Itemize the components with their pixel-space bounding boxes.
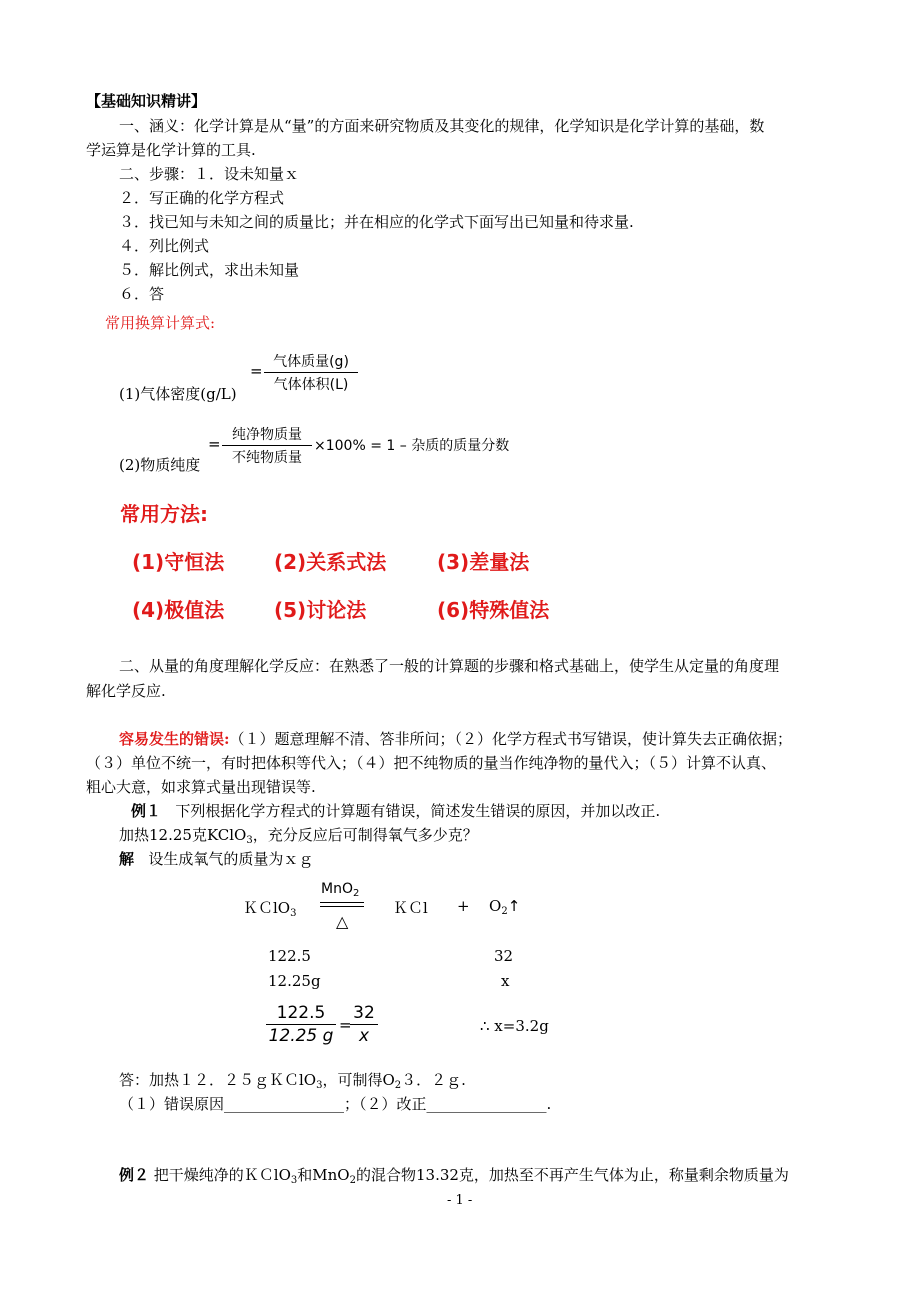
equation-reactant bbox=[243, 897, 296, 919]
subscript: 3 bbox=[316, 1080, 323, 1091]
errors-line-2: （３）单位不统一，有时把体积等代入；（４）把不纯物质的量当作纯净物的量代入；（５）计算不认真、 bbox=[86, 754, 777, 772]
proportion-denominator: 12.25 g bbox=[268, 1026, 334, 1046]
problem-text: 加热12.25克KClO bbox=[119, 826, 247, 844]
proportion-right bbox=[350, 1003, 378, 1046]
subscript: 3 bbox=[290, 908, 297, 919]
mass-reactant: 122.5 bbox=[268, 947, 311, 965]
solution-label: 解 bbox=[119, 850, 135, 868]
answer-text: ，可制得O bbox=[322, 1071, 395, 1089]
catalyst-label bbox=[321, 881, 359, 899]
errors-line-1 bbox=[119, 729, 792, 749]
step-item: ６．答 bbox=[119, 285, 165, 303]
subscript: 3 bbox=[290, 1175, 298, 1186]
blank-fill-line: （１）错误原因________________；（２）改正________________. bbox=[119, 1095, 552, 1113]
method-item: (5)讨论法 bbox=[274, 598, 367, 622]
example-2-label: 例２ bbox=[119, 1166, 150, 1184]
purity-numerator: 纯净物质量 bbox=[232, 427, 302, 443]
section-heading: 【基础知识精讲】 bbox=[86, 92, 207, 110]
step-item: ４．列比例式 bbox=[119, 237, 210, 255]
fraction-bar bbox=[222, 445, 312, 446]
equation-product-kcl: ＫＣl bbox=[393, 899, 428, 917]
method-item: (2)关系式法 bbox=[274, 550, 387, 574]
catalyst-formula: MnO bbox=[321, 881, 353, 897]
subscript: 3 bbox=[246, 835, 253, 846]
proportion-equals: = bbox=[339, 1016, 352, 1034]
formulas-title: 常用换算计算式: bbox=[105, 314, 216, 332]
step-item: ５．解比例式，求出未知量 bbox=[119, 261, 300, 279]
example-1-heading bbox=[131, 801, 660, 821]
step-item: ２．写正确的化学方程式 bbox=[119, 189, 285, 207]
reaction-double-line bbox=[320, 902, 364, 907]
o2-formula: O bbox=[489, 897, 502, 915]
reactant-formula: ＫＣlO bbox=[243, 899, 291, 917]
page-number: - 1 - bbox=[447, 1193, 473, 1208]
result-text: ∴ x=3.2g bbox=[480, 1017, 549, 1035]
method-item: (4)极值法 bbox=[132, 598, 225, 622]
methods-title: 常用方法: bbox=[120, 502, 208, 526]
purity-fraction bbox=[222, 424, 312, 467]
intro-line-2: 学运算是化学计算的工具. bbox=[86, 141, 256, 159]
example-1-text: 下列根据化学方程式的计算题有错误，简述发生错误的原因，并加以改正. bbox=[175, 802, 661, 820]
reaction-line-2: 解化学反应. bbox=[86, 682, 166, 700]
equation-product-o2 bbox=[489, 897, 520, 917]
density-denominator: 气体体积(L) bbox=[273, 377, 349, 393]
given-mass: 12.25g bbox=[268, 972, 321, 990]
proportion-numerator: 122.5 bbox=[276, 1003, 326, 1023]
mass-o2: 32 bbox=[494, 947, 514, 965]
answer-text: ３．２ｇ. bbox=[401, 1071, 466, 1089]
method-item: (1)守恒法 bbox=[132, 550, 225, 574]
solution-text: 设生成氧气的质量为ｘｇ bbox=[148, 850, 314, 868]
method-item: (3)差量法 bbox=[437, 550, 530, 574]
errors-line-3: 粗心大意，如求算式量出现错误等. bbox=[86, 778, 316, 796]
answer-text: 答：加热１２．２５ｇＫＣlO bbox=[119, 1071, 317, 1089]
example-1-problem bbox=[119, 825, 478, 851]
reaction-line-1: 二、从量的角度理解化学反应：在熟悉了一般的计算题的步骤和格式基础上，使学生从定量的角度理 bbox=[119, 657, 780, 675]
subscript: 2 bbox=[394, 1080, 402, 1091]
heat-symbol: △ bbox=[336, 912, 349, 931]
purity-denominator: 不纯物质量 bbox=[232, 450, 302, 466]
density-equals: = bbox=[250, 362, 263, 380]
example-2-text: 的混合物13.32克，加热至不再产生气体为止，称量剩余物质量为 bbox=[355, 1166, 789, 1184]
fraction-bar bbox=[266, 1024, 336, 1025]
purity-tail: ×100% = 1 – 杂质的质量分数 bbox=[314, 438, 510, 454]
example-1-label: 例１ bbox=[131, 802, 162, 820]
proportion-left bbox=[266, 1003, 336, 1046]
step-item: ３．找已知与未知之间的质量比；并在相应的化学式下面写出已知量和待求量. bbox=[119, 213, 634, 231]
subscript: 2 bbox=[349, 1175, 356, 1186]
unknown-mass: x bbox=[501, 972, 510, 990]
example-2-line bbox=[119, 1165, 789, 1191]
example-2-text: 和MnO bbox=[297, 1166, 350, 1184]
subscript: 2 bbox=[352, 888, 360, 899]
purity-equals: = bbox=[208, 435, 221, 453]
purity-label: (2)物质纯度 bbox=[119, 456, 201, 474]
errors-label: 容易发生的错误: bbox=[119, 730, 230, 748]
density-label: (1)气体密度(g/L) bbox=[119, 385, 237, 403]
density-numerator: 气体质量(g) bbox=[273, 354, 349, 370]
method-item: (6)特殊值法 bbox=[437, 598, 550, 622]
gas-up-arrow: ↑ bbox=[507, 897, 521, 915]
errors-text: （１）题意理解不清、答非所问；（２）化学方程式书写错误，使计算失去正确依据； bbox=[229, 730, 793, 748]
example-2-text: 把干燥纯净的ＫＣlO bbox=[153, 1166, 291, 1184]
subscript: 2 bbox=[501, 906, 508, 917]
intro-line-1: 一、涵义：化学计算是从“量”的方面来研究物质及其变化的规律，化学知识是化学计算的基础，数 bbox=[119, 117, 765, 135]
proportion-numerator: 32 bbox=[353, 1003, 375, 1023]
fraction-bar bbox=[264, 372, 358, 373]
problem-text: ，充分反应后可制得氧气多少克？ bbox=[252, 826, 478, 844]
proportion-denominator: x bbox=[358, 1026, 370, 1046]
equation-plus: + bbox=[457, 897, 470, 915]
fraction-bar bbox=[350, 1024, 378, 1025]
density-fraction bbox=[264, 351, 358, 394]
solution-line bbox=[119, 849, 313, 869]
answer-line bbox=[119, 1070, 466, 1096]
step-item: 二、步骤：１．设未知量ｘ bbox=[119, 165, 300, 183]
